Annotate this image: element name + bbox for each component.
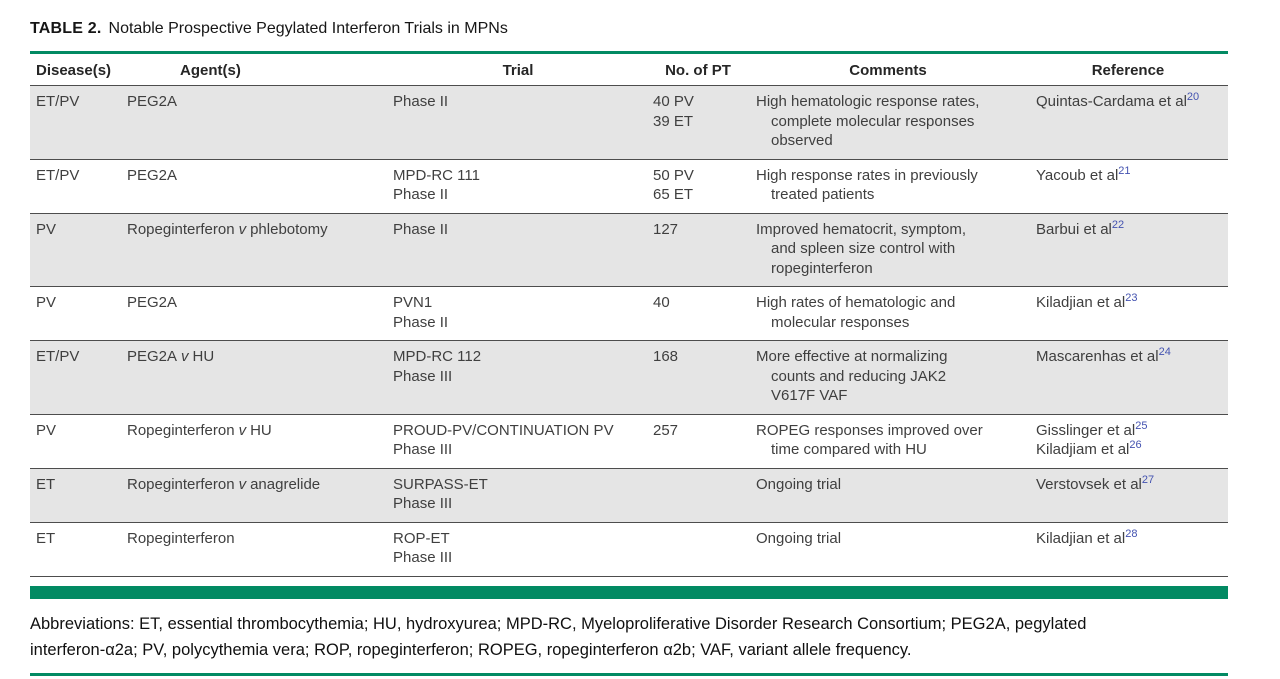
trial-name: MPD-RC 111 [393, 166, 480, 184]
citation-number: 21 [1118, 164, 1131, 177]
table-row [30, 287, 1228, 341]
cell-reference [1028, 347, 1228, 406]
cell-agent [122, 347, 388, 406]
trial-phase: Phase II [393, 186, 449, 203]
cell-disease: PV [36, 421, 57, 439]
reference-authors: Gisslinger et al [1036, 421, 1136, 439]
cell-reference [1028, 475, 1228, 514]
cell-no-of-pt [648, 529, 748, 568]
table-row [30, 415, 1228, 469]
cell-trial [388, 529, 648, 568]
cell-agent [122, 293, 388, 332]
comment-line: Ongoing trial [756, 475, 842, 493]
citation-number: 23 [1125, 292, 1138, 304]
agent-versus: v [238, 220, 247, 238]
column-header-agent: Agent(s) [180, 62, 241, 79]
reference-authors: Kiladjiam et al [1036, 441, 1130, 458]
table-row [30, 523, 1228, 577]
agent-text: PEG2A [127, 93, 178, 110]
cell-trial [388, 421, 648, 460]
comment-line: More effective at normalizing [756, 348, 948, 365]
cell-agent [122, 475, 388, 514]
cell-agent [122, 421, 388, 460]
cell-comments [748, 475, 1028, 514]
citation-number: 24 [1158, 346, 1171, 358]
pt-count: 127 [653, 220, 679, 238]
comment-line: Improved hematocrit, symptom, [756, 220, 967, 238]
cell-no-of-pt [648, 166, 748, 205]
table-footer-bar [30, 586, 1228, 599]
cell-reference [1028, 166, 1228, 205]
pt-count: 257 [653, 421, 679, 439]
cell-disease: ET/PV [36, 348, 80, 365]
cell-no-of-pt [648, 475, 748, 514]
agent-comparator: anagrelide [250, 475, 321, 493]
cell-disease: ET [36, 475, 56, 493]
comment-line: High response rates in previously [756, 166, 978, 184]
agent-versus: v [181, 348, 189, 365]
pt-count: 168 [653, 348, 679, 365]
agent-comparator: HU [250, 421, 272, 439]
column-header-comments: Comments [849, 62, 927, 79]
cell-comments [748, 166, 1028, 205]
reference-authors: Quintas-Cardama et al [1036, 93, 1187, 110]
trial-phase: Phase III [393, 367, 453, 385]
cell-no-of-pt [648, 220, 748, 279]
comment-line: treated patients [771, 186, 875, 203]
reference-authors: Yacoub et al [1036, 166, 1119, 184]
table [30, 51, 1228, 577]
reference-entry [1036, 92, 1223, 112]
cell-disease: ET/PV [36, 166, 80, 184]
reference-authors: Barbui et al [1036, 220, 1112, 238]
comment-line: observed [771, 132, 833, 149]
agent-comparator: HU [192, 348, 215, 365]
comment-line: ROPEG responses improved over [756, 421, 983, 439]
agent-text: PEG2A [127, 166, 178, 184]
table-row [30, 160, 1228, 214]
cell-comments [748, 529, 1028, 568]
reference-authors: Kiladjian et al [1036, 294, 1126, 311]
agent-text: Ropeginterferon [127, 220, 235, 238]
comment-line: ropeginterferon [771, 259, 873, 277]
trial-name: ROP-ET [393, 529, 450, 547]
cell-trial [388, 92, 648, 151]
cell-trial [388, 220, 648, 279]
trial-name: SURPASS-ET [393, 475, 488, 493]
table-row [30, 214, 1228, 288]
comment-line: counts and reducing JAK2 [771, 367, 947, 385]
pt-count: 40 [653, 294, 670, 311]
table-row [30, 86, 1228, 160]
agent-text: Ropeginterferon [127, 421, 235, 439]
cell-comments [748, 421, 1028, 460]
agent-text: PEG2A [127, 348, 178, 365]
reference-entry [1036, 421, 1223, 441]
trial-name: Phase II [393, 93, 449, 110]
comment-line: High rates of hematologic and [756, 294, 956, 311]
cell-disease: ET/PV [36, 93, 80, 110]
reference-entry [1036, 529, 1223, 549]
table-title [30, 20, 1228, 38]
table-header-row [30, 54, 1228, 86]
column-header-no-of-pt: No. of PT [665, 62, 731, 79]
reference-entry [1036, 440, 1223, 460]
comment-line: time compared with HU [771, 441, 927, 458]
cell-no-of-pt [648, 92, 748, 151]
trial-name: MPD-RC 112 [393, 348, 482, 365]
comment-line: V617F VAF [771, 387, 848, 404]
agent-text: Ropeginterferon [127, 529, 235, 547]
abbreviations-footnote [30, 611, 1240, 663]
cell-no-of-pt [648, 293, 748, 332]
cell-no-of-pt [648, 421, 748, 460]
cell-reference [1028, 529, 1228, 568]
comment-line: High hematologic response rates, [756, 93, 980, 110]
cell-trial [388, 293, 648, 332]
cell-trial [388, 166, 648, 205]
reference-authors: Kiladjian et al [1036, 529, 1126, 547]
agent-versus: v [238, 475, 247, 493]
citation-number: 20 [1186, 91, 1200, 103]
cell-reference [1028, 220, 1228, 279]
pt-count: 39 ET [653, 112, 694, 130]
cell-reference [1028, 421, 1228, 460]
table-body [30, 86, 1228, 577]
comment-line: molecular responses [771, 313, 910, 331]
agent-comparator: phlebotomy [250, 220, 328, 238]
reference-entry [1036, 166, 1223, 186]
trial-phase: Phase III [393, 549, 453, 566]
citation-number: 28 [1125, 527, 1138, 540]
cell-agent [122, 92, 388, 151]
reference-entry [1036, 347, 1223, 367]
footnote-line: interferon-α2a; PV, polycythemia vera; ROP, ropeginterferon; ROPEG, ropeginterferon α2b; VAF, variant allele frequency. [30, 640, 912, 659]
column-header-reference: Reference [1091, 62, 1165, 79]
reference-entry [1036, 475, 1223, 495]
column-header-trial: Trial [502, 62, 534, 79]
comment-line: Ongoing trial [756, 529, 842, 547]
cell-agent [122, 529, 388, 568]
cell-disease: PV [36, 220, 57, 238]
pt-count: 50 PV [653, 166, 694, 184]
cell-agent [122, 220, 388, 279]
cell-comments [748, 92, 1028, 151]
cell-trial [388, 347, 648, 406]
trial-phase: Phase II [393, 313, 449, 331]
cell-disease: ET [36, 529, 56, 547]
reference-entry [1036, 220, 1223, 240]
cell-comments [748, 347, 1028, 406]
pt-count: 65 ET [653, 186, 694, 203]
footnote-line: Abbreviations: ET, essential thrombocythemia; HU, hydroxyurea; MPD-RC, Myeloproliferative Disorder Research Consortium; PEG2A, pegylated [30, 614, 1087, 633]
cell-reference [1028, 92, 1228, 151]
cell-trial [388, 475, 648, 514]
table-row [30, 469, 1228, 523]
column-header-disease: Disease(s) [36, 62, 112, 79]
agent-text: Ropeginterferon [127, 475, 235, 493]
table-number-label: TABLE 2. [30, 20, 102, 37]
cell-reference [1028, 293, 1228, 332]
trial-name: PROUD-PV/CONTINUATION PV [393, 421, 614, 439]
table-title-text: Notable Prospective Pegylated Interferon Trials in MPNs [108, 20, 508, 37]
cell-no-of-pt [648, 347, 748, 406]
citation-number: 26 [1129, 439, 1142, 451]
cell-comments [748, 293, 1028, 332]
agent-text: PEG2A [127, 294, 178, 311]
trial-name: PVN1 [393, 294, 433, 311]
table-row [30, 341, 1228, 415]
comment-line: complete molecular responses [771, 112, 975, 130]
trial-name: Phase II [393, 220, 449, 238]
trial-phase: Phase III [393, 441, 453, 458]
agent-versus: v [238, 421, 247, 439]
reference-entry [1036, 293, 1223, 313]
comment-line: and spleen size control with [771, 240, 956, 257]
cell-comments [748, 220, 1028, 279]
citation-number: 22 [1111, 218, 1125, 231]
bottom-rule [30, 673, 1228, 676]
pt-count: 40 PV [653, 93, 694, 110]
cell-disease: PV [36, 294, 57, 311]
reference-authors: Mascarenhas et al [1036, 348, 1159, 365]
citation-number: 27 [1141, 473, 1155, 486]
trial-phase: Phase III [393, 495, 453, 512]
reference-authors: Verstovsek et al [1036, 475, 1142, 493]
cell-agent [122, 166, 388, 205]
citation-number: 25 [1135, 419, 1148, 432]
